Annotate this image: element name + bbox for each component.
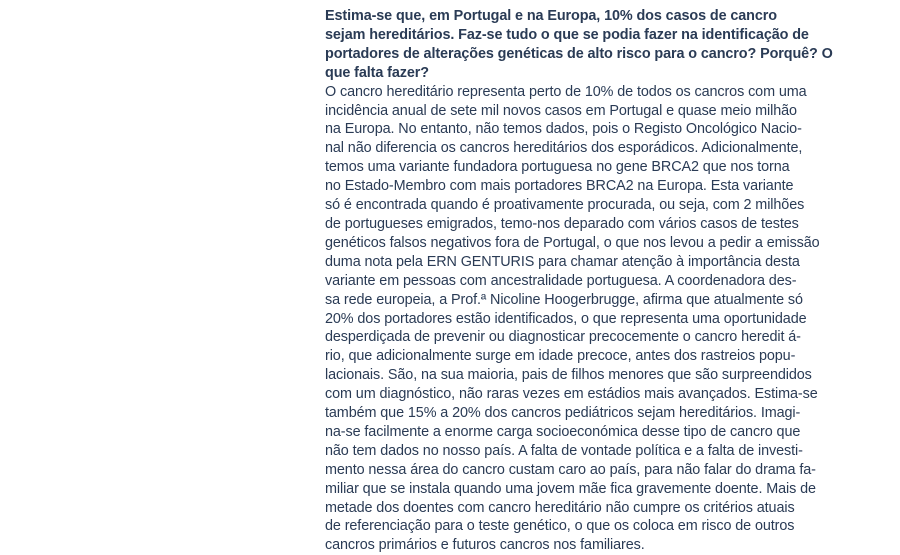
answer-line: O cancro hereditário representa perto de 10% de todos os cancros com uma xyxy=(325,83,807,100)
answer-line: miliar que se instala quando uma jovem mãe fica gravemente doente. Mais de xyxy=(325,480,816,497)
answer-line: só é encontrada quando é proativamente procurada, ou seja, com 2 milhões xyxy=(325,197,805,214)
answer-line: sa rede europeia, a Prof.ª Nicoline Hoogerbrugge, afirma que atualmente só xyxy=(325,291,803,308)
answer-line: incidência anual de sete mil novos casos em Portugal e quase meio milhão xyxy=(325,102,797,119)
answer-line: cancros primários e futuros cancros nos familiares. xyxy=(325,537,645,554)
question-line: sejam hereditários. Faz-se tudo o que se podia fazer na identificação de xyxy=(325,26,809,43)
interview-article xyxy=(325,7,837,555)
answer-line: rio, que adicionalmente surge em idade precoce, antes dos rastreios popu- xyxy=(325,348,796,365)
answer-line: duma nota pela ERN GENTURIS para chamar atenção à importância desta xyxy=(325,253,800,270)
interview-answer xyxy=(325,83,837,555)
answer-line: na-se facilmente a enorme carga socioeconómica desse tipo de cancro que xyxy=(325,423,801,440)
answer-line: não tem dados no nosso país. A falta de vontade política e a falta de investi- xyxy=(325,442,803,459)
answer-line: lacionais. São, na sua maioria, pais de filhos menores que são surpreendidos xyxy=(325,367,812,384)
answer-line: variante em pessoas com ancestralidade portuguesa. A coordenadora des- xyxy=(325,272,797,289)
answer-line: de portugueses emigrados, temo-nos deparado com vários casos de testes xyxy=(325,215,799,232)
question-line: que falta fazer? xyxy=(325,64,429,81)
answer-line: na Europa. No entanto, não temos dados, pois o Registo Oncológico Nacio- xyxy=(325,121,802,138)
question-line: portadores de alterações genéticas de alto risco para o cancro? Porquê? O xyxy=(325,45,833,62)
answer-line: genéticos falsos negativos fora de Portugal, o que nos levou a pedir a emissão xyxy=(325,234,820,251)
answer-line: de referenciação para o teste genético, o que os coloca em risco de outros xyxy=(325,518,795,535)
answer-line: metade dos doentes com cancro hereditário não cumpre os critérios atuais xyxy=(325,499,795,516)
answer-line: nal não diferencia os cancros hereditários dos esporádicos. Adicionalmente, xyxy=(325,140,803,157)
answer-line: com um diagnóstico, não raras vezes em estádios mais avançados. Estima-se xyxy=(325,386,818,403)
answer-line: no Estado-Membro com mais portadores BRCA2 na Europa. Esta variante xyxy=(325,178,794,195)
interview-question xyxy=(325,7,837,83)
answer-line: também que 15% a 20% dos cancros pediátricos sejam hereditários. Imagi- xyxy=(325,405,801,422)
answer-line: desperdiçada de prevenir ou diagnosticar precocemente o cancro heredit á- xyxy=(325,329,801,346)
answer-line: 20% dos portadores estão identificados, o que representa uma oportunidade xyxy=(325,310,807,327)
question-line: Estima-se que, em Portugal e na Europa, 10% dos casos de cancro xyxy=(325,8,777,24)
answer-line: mento nessa área do cancro custam caro ao país, para não falar do drama fa- xyxy=(325,461,816,478)
answer-line: temos uma variante fundadora portuguesa no gene BRCA2 que nos torna xyxy=(325,159,790,176)
